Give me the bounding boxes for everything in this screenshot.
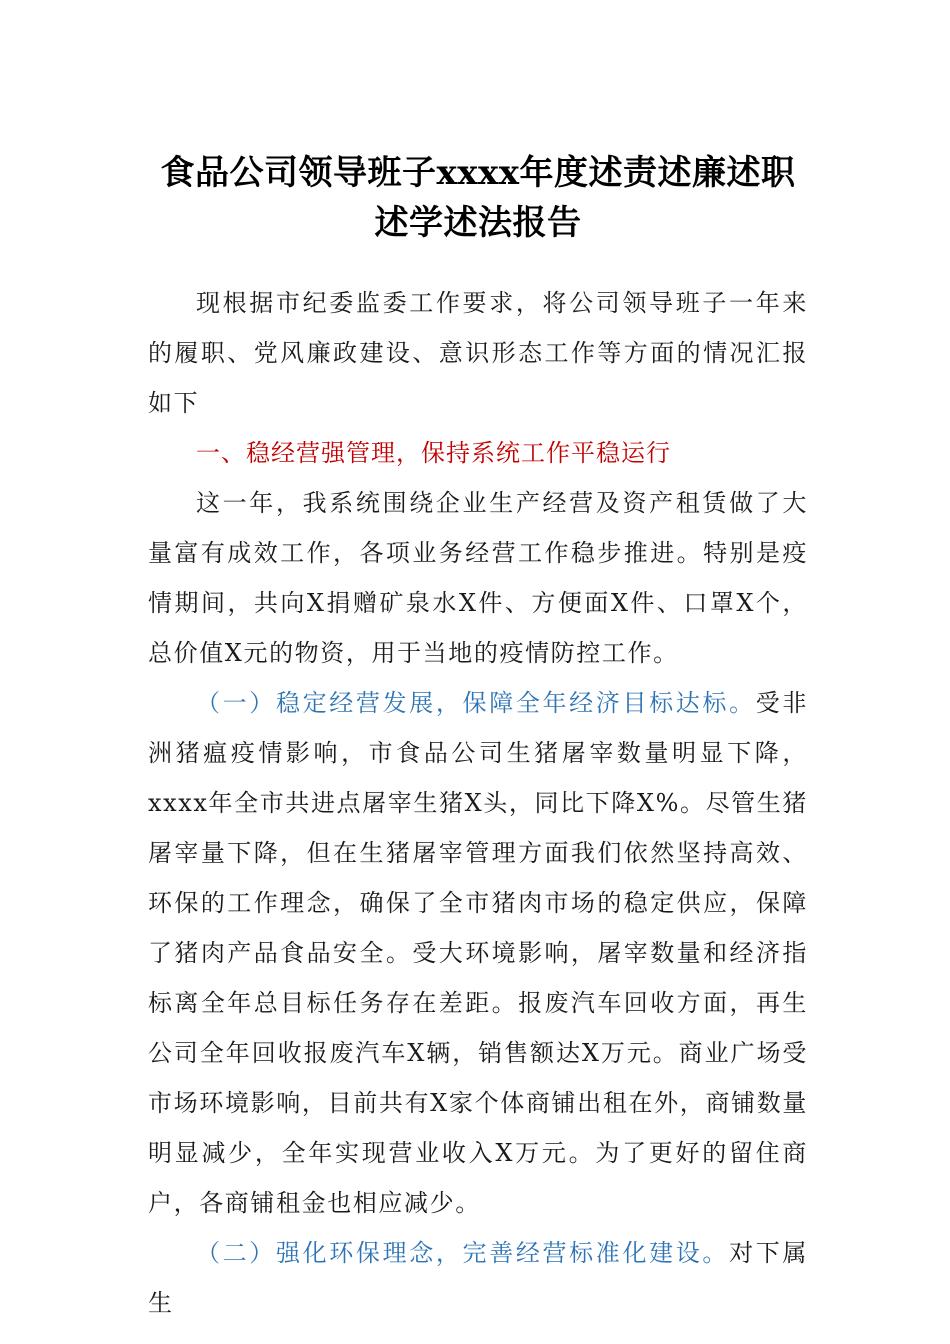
document-title-line-2: 述学述法报告	[374, 203, 582, 243]
subsection-2-heading: （二）强化环保理念，完善经营标准化建设。	[196, 1239, 730, 1267]
subsection-1-heading: （一）稳定经营发展，保障全年经济目标达标。	[196, 689, 756, 717]
document-body	[148, 278, 808, 1328]
intro-paragraph: 现根据市纪委监委工作要求，将公司领导班子一年来的履职、党风廉政建设、意识形态工作等方面的情况汇报如下	[148, 289, 808, 417]
subsection-2-paragraph	[148, 1228, 808, 1328]
document-title	[148, 148, 808, 248]
document-title-line-1: 食品公司领导班子xxxx年度述责述廉述职	[160, 153, 796, 193]
subsection-2-text: 对下属生	[148, 1239, 808, 1317]
document-page	[148, 148, 808, 1328]
section-1-heading: 一、稳经营强管理，保持系统工作平稳运行	[196, 439, 671, 467]
subsection-1-text: 受非洲猪瘟疫情影响，市食品公司生猪屠宰数量明显下降，xxxx年全市共进点屠宰生猪X头，同比下降X%。尽管生猪屠宰量下降，但在生猪屠宰管理方面我们依然坚持高效、环保的工作理念，确保了全市猪肉市场的稳定供应，保障了猪肉产品食品安全。受大环境影响，屠宰数量和经济指标离全年总目标任务存在差距。报废汽车回收方面，再生公司全年回收报废汽车X辆，销售额达X万元。商业广场受市场环境影响，目前共有X家个体商铺出租在外，商铺数量明显减少，全年实现营业收入X万元。为了更好的留住商户，各商铺租金也相应减少。	[148, 689, 808, 1217]
section-1-paragraph: 这一年，我系统围绕企业生产经营及资产租赁做了大量富有成效工作，各项业务经营工作稳步推进。特别是疫情期间，共向X捐赠矿泉水X件、方便面X件、口罩X个，总价值X元的物资，用于当地的疫情防控工作。	[148, 489, 808, 667]
subsection-1-paragraph	[148, 678, 808, 1228]
